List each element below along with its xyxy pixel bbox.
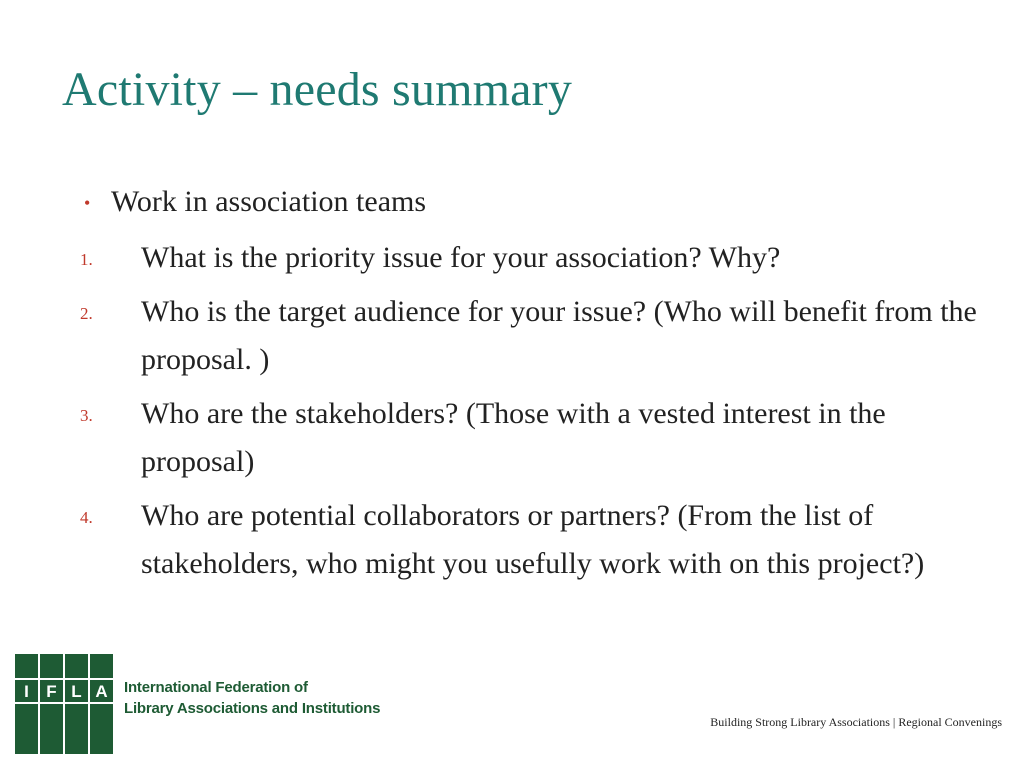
list-item-number: 4. [80, 508, 93, 527]
numbered-list [0, 234, 1024, 594]
org-line-2: Library Associations and Institutions [124, 700, 381, 717]
list-item-number: 3. [80, 406, 93, 425]
logo-letter: I [24, 682, 29, 701]
list-item-text: What is the priority issue for your association? Why? [141, 241, 781, 274]
list-item [0, 390, 981, 486]
logo-letter: F [46, 682, 57, 701]
list-item-number: 2. [80, 304, 93, 323]
list-item-number: 1. [80, 250, 93, 269]
bullet-text: Work in association teams [111, 185, 427, 218]
list-item [0, 288, 981, 384]
logo-letter: L [71, 682, 82, 701]
footer-text: Building Strong Library Associations | Regional Convenings [710, 715, 1002, 729]
list-item-text: Who are potential collaborators or partners? (From the list of stakeholders, who might you usefully work with on this project?) [141, 499, 925, 580]
list-item [0, 492, 981, 588]
bullet-marker: • [84, 193, 91, 213]
list-item-text: Who are the stakeholders? (Those with a vested interest in the proposal) [141, 397, 886, 478]
logo-letter: A [95, 682, 108, 701]
ifla-logo [15, 654, 113, 754]
org-line-1: International Federation of [124, 679, 308, 696]
list-item [0, 234, 981, 282]
slide-title: Activity – needs summary [62, 63, 573, 116]
list-item-text: Who is the target audience for your issue? (Who will benefit from the proposal. ) [141, 295, 977, 376]
organization-name [124, 677, 380, 719]
